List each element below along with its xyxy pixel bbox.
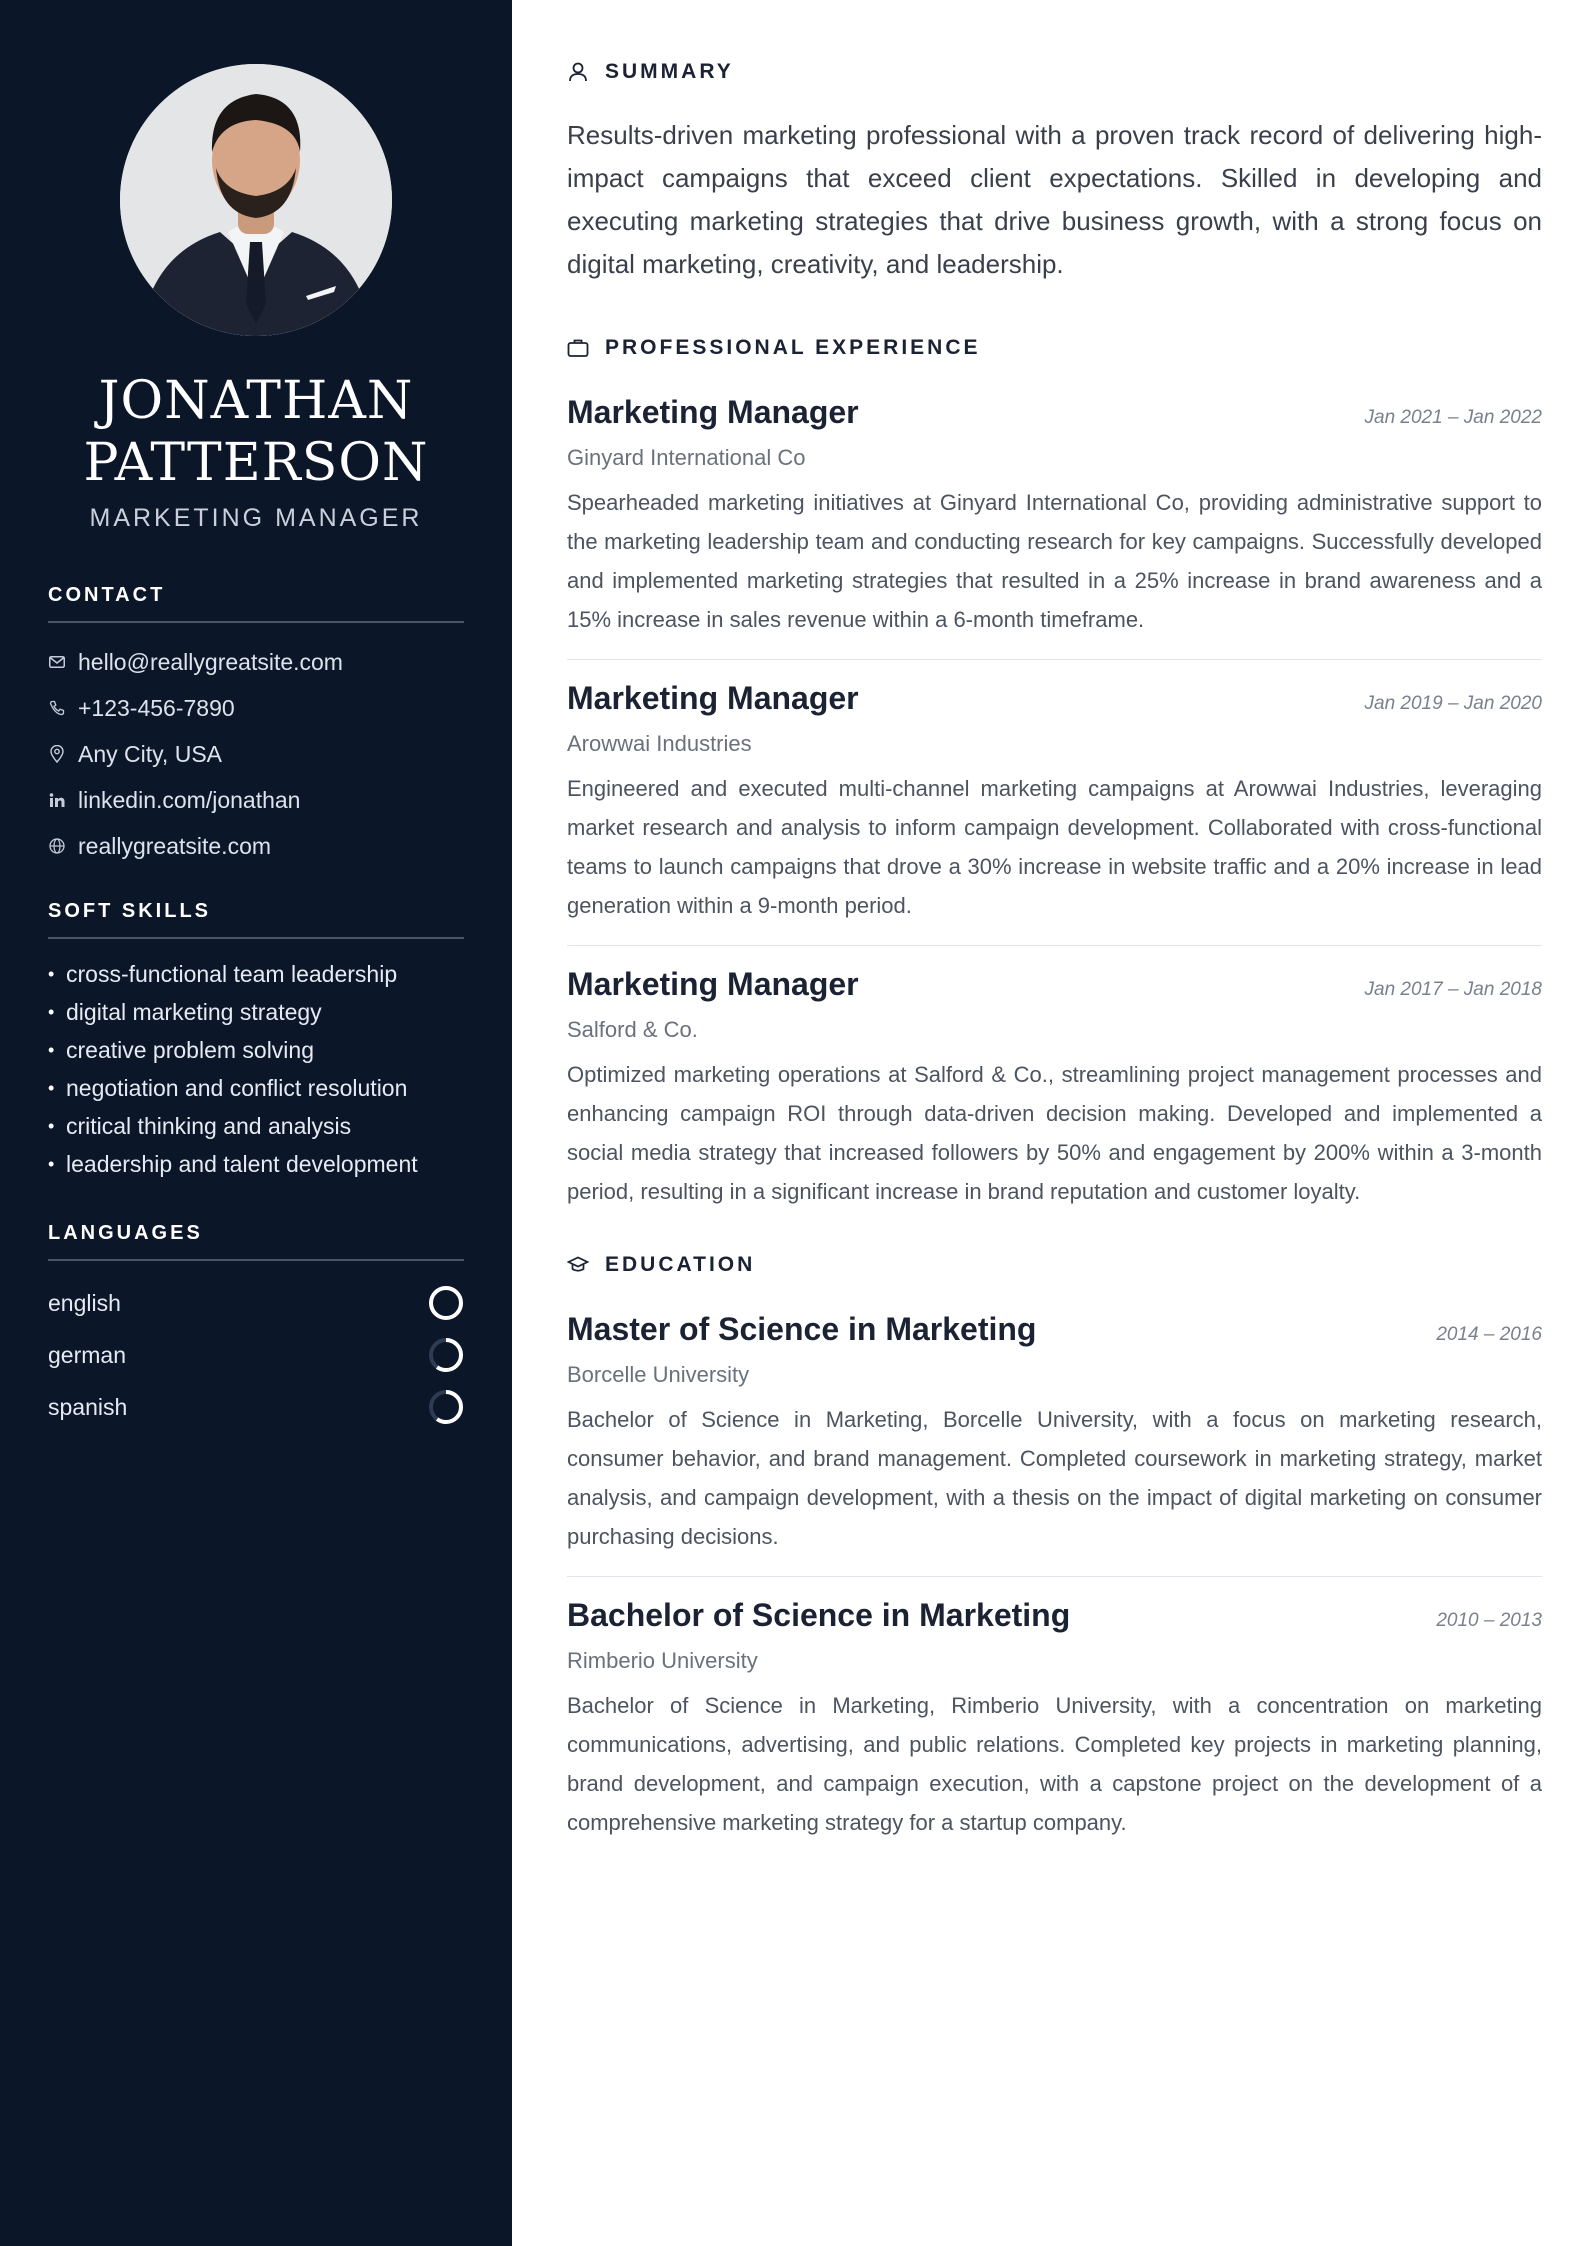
job-description: Optimized marketing operations at Salford & Co., streamlining project management processes and enhancing campaign ROI through data-driven decision making. Developed and implemented a social media strategy that increased followers by 50% and engagement by 200% within a 3-month period, resulting in a significant increase in brand reputation and customer loyalty. [567,1062,1542,1204]
contact-email-text: hello@reallygreatsite.com [78,648,343,675]
languages-heading: LANGUAGES [48,1222,464,1261]
job-dates: Jan 2021 – Jan 2022 [1364,407,1542,428]
contact-phone[interactable] [48,685,464,731]
contact-list [48,639,464,869]
briefcase-icon [567,337,589,359]
summary-text: Results-driven marketing professional with a proven track record of delivering high-impact campaigns that exceed client expectations. Skilled in developing and executing marketing strategies that drive business growth, with a strong focus on digital marketing, creativity, and leadership. [567,120,1542,279]
education-heading: EDUCATION [567,1253,1542,1277]
skill-item: • negotiation and conflict resolution [48,1074,408,1101]
job-description: Engineered and executed multi-channel marketing campaigns at Arowwai Industries, leveraging market research and analysis to inform campaign development. Collaborated with cross-functional teams to launch campaigns that drove a 30% increase in website traffic and a 20% increase in lead generation within a 9-month period. [567,776,1542,918]
user-icon [567,61,589,83]
contact-website[interactable] [48,823,464,869]
soft-skills-heading: SOFT SKILLS [48,900,464,939]
job-title: Marketing Manager [567,680,859,716]
language-level-ring [428,1285,464,1321]
experience-entry [567,394,1542,660]
contact-location-text: Any City, USA [78,740,222,767]
soft-skills-list [48,955,464,1183]
degree-title: Master of Science in Marketing [567,1311,1037,1347]
candidate-name [0,370,512,494]
phone-icon [48,699,66,717]
skill-item: • creative problem solving [48,1036,315,1063]
degree-title: Bachelor of Science in Marketing [567,1597,1071,1633]
degree-description: Bachelor of Science in Marketing, Borcelle University, with a focus on marketing research, consumer behavior, and brand management. Completed coursework in marketing strategy, market analysis, and campaign development, with a thesis on the impact of digital marketing on consumer purchasing decisions. [567,1407,1542,1549]
job-title: Marketing Manager [567,966,859,1002]
candidate-title: MARKETING MANAGER [89,504,423,532]
contact-linkedin-text: linkedin.com/jonathan [78,786,301,813]
skill-item: • leadership and talent development [48,1150,418,1177]
summary-heading: SUMMARY [567,60,1542,84]
contact-linkedin[interactable] [48,777,464,823]
experience-entry [567,680,1542,946]
languages-section [48,1222,464,1433]
contact-website-text: reallygreatsite.com [78,832,272,859]
experience-entry [567,966,1542,1211]
globe-icon [48,837,66,855]
school-name: Rimberio University [567,1648,758,1673]
job-dates: Jan 2019 – Jan 2020 [1364,693,1542,714]
language-name: english [48,1289,121,1316]
company-name: Ginyard International Co [567,445,806,470]
language-name: german [48,1341,126,1368]
job-title: Marketing Manager [567,394,859,430]
contact-phone-text: +123-456-7890 [78,694,235,721]
degree-dates: 2010 – 2013 [1436,1610,1542,1631]
degree-dates: 2014 – 2016 [1436,1324,1542,1345]
avatar [120,64,392,336]
education-entry [567,1311,1542,1577]
contact-email[interactable] [48,639,464,685]
language-item [48,1277,464,1329]
profile-photo [120,64,392,336]
contact-location [48,731,464,777]
school-name: Borcelle University [567,1362,750,1387]
main-content [512,0,1588,2246]
skill-item: • critical thinking and analysis [48,1112,352,1139]
language-level-ring [428,1337,464,1373]
soft-skills-section [48,900,464,1183]
skill-item: • digital marketing strategy [48,998,322,1025]
language-item [48,1329,464,1381]
language-item [48,1381,464,1433]
contact-section [48,584,464,869]
contact-heading: CONTACT [48,584,464,623]
language-level-ring [428,1389,464,1425]
experience-heading: PROFESSIONAL EXPERIENCE [567,336,1542,360]
company-name: Salford & Co. [567,1017,698,1042]
location-pin-icon [48,745,66,763]
job-dates: Jan 2017 – Jan 2018 [1364,979,1542,1000]
graduation-cap-icon [567,1254,589,1276]
mail-icon [48,653,66,671]
first-name: JONATHAN [98,371,414,431]
languages-list [48,1277,464,1433]
linkedin-icon [48,791,66,809]
job-description: Spearheaded marketing initiatives at Ginyard International Co, providing administrative support to the marketing leadership team and conducting research for key campaigns. Successfully developed and implemented marketing strategies that resulted in a 25% increase in brand awareness and a 15% increase in sales revenue within a 6-month timeframe. [567,490,1542,632]
sidebar [0,0,512,2246]
language-ring-fill [431,1288,461,1318]
degree-description: Bachelor of Science in Marketing, Rimberio University, with a concentration on marketing communications, advertising, and public relations. Completed key projects in marketing planning, brand development, and campaign execution, with a capstone project on the development of a comprehensive marketing strategy for a startup company. [567,1693,1542,1835]
company-name: Arowwai Industries [567,731,752,756]
skill-item: • cross-functional team leadership [48,960,398,987]
last-name: PATTERSON [83,433,429,493]
language-name: spanish [48,1393,128,1420]
education-entry [567,1597,1542,1842]
